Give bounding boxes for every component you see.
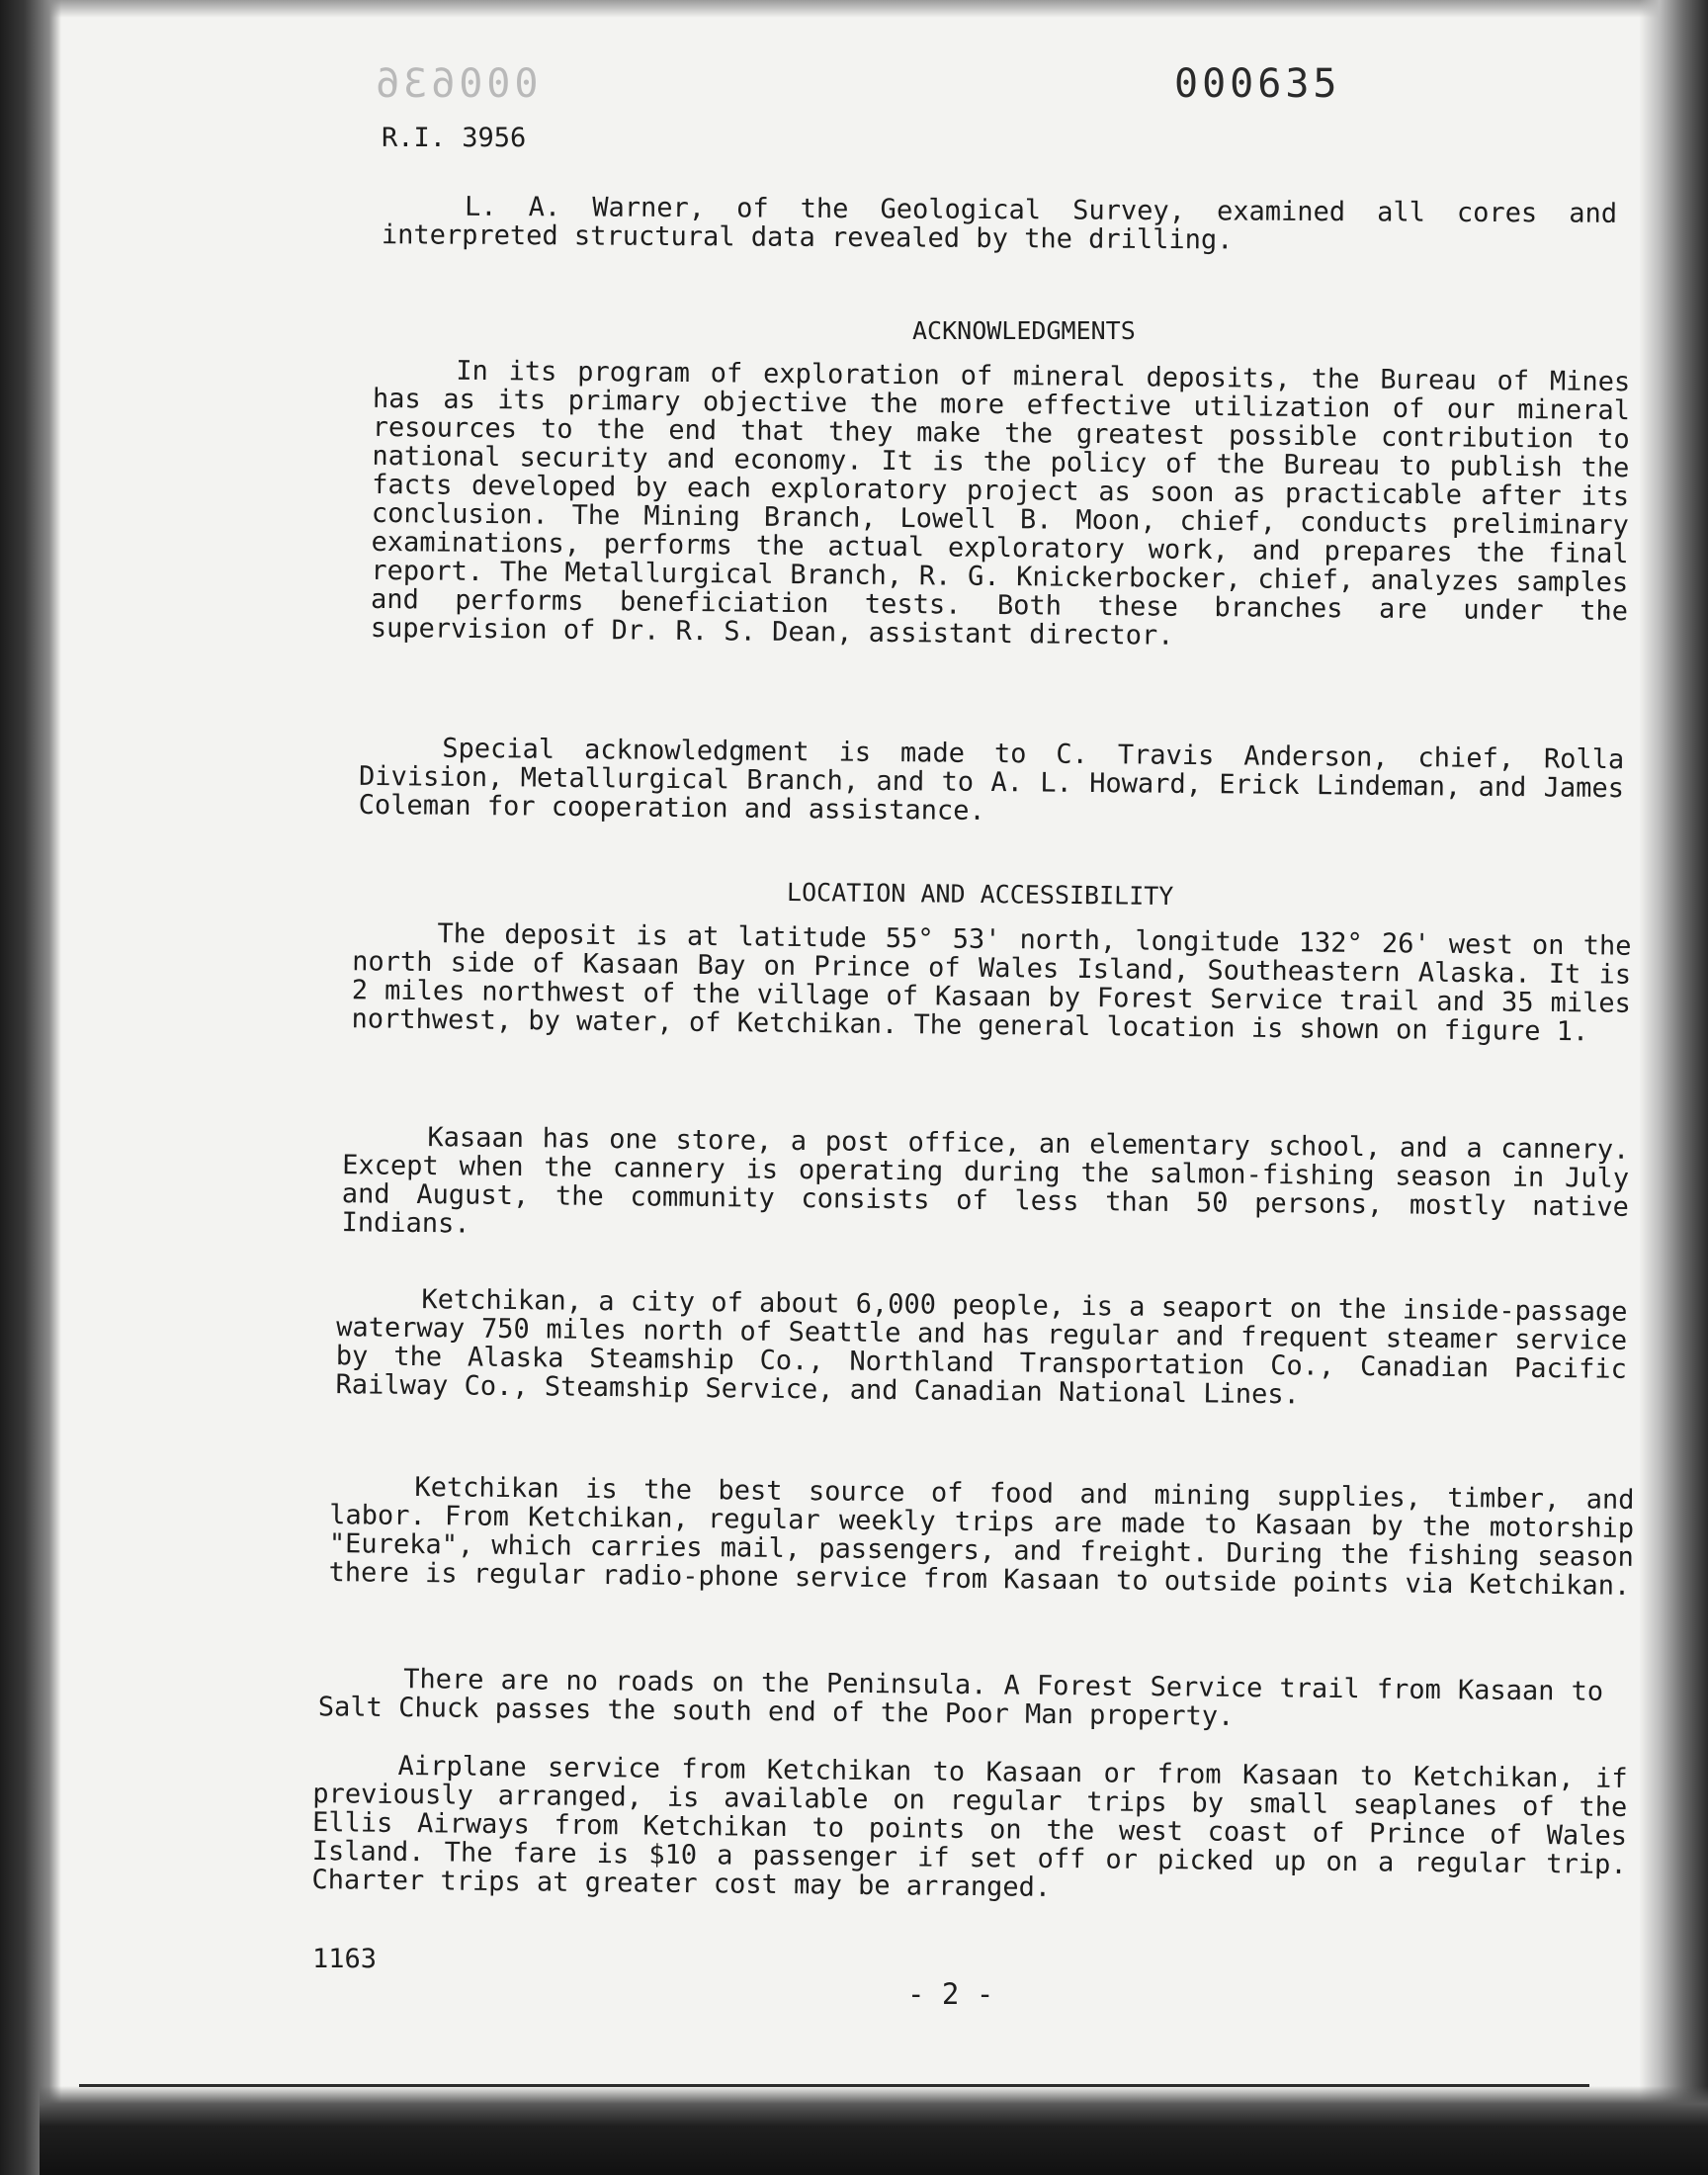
bleed-through-stamp: 000636 — [372, 61, 539, 107]
location-paragraph-4: Ketchikan is the best source of food and mining supplies, timber, and labor. From Ketchikan, regular weekly trips are made to Kasaan by the motorship "Eureka", which carries mail, passengers, and freight. During the fishing season there is regular radio-phone service from Kasaan to outside points via Ketchikan. — [328, 1471, 1635, 1602]
footer-code: 1163 — [312, 1944, 378, 1974]
location-paragraph-6: Airplane service from Ketchikan to Kasaan or from Kasaan to Ketchikan, if previously arranged, is available on regular trips by small seaplanes of the Ellis Airways from Ketchikan to points on the west coast of Prince of Wales Island. The fare is $10 a passenger if set off or picked up on a regular trip. Charter trips at greater cost may be arranged. — [311, 1750, 1628, 1903]
acknowledgments-paragraph-2: Special acknowledgment is made to C. Travis Anderson, chief, Rolla Division, Metallurgical Branch, and to A. L. Howard, Erick Lindeman, and James Coleman for cooperation and assistance. — [358, 733, 1625, 826]
scan-top-shadow — [0, 0, 1708, 18]
scan-left-edge — [0, 0, 61, 2175]
report-id: R.I. 3956 — [382, 123, 527, 153]
acknowledgments-paragraph-1: In its program of exploration of mineral deposits, the Bureau of Mines has as its primary objective the more effective utilization of our mineral resources to the end that they make the greatest possible contribution to national security and economy. It is the policy of the Bureau to publish the facts developed by each exploratory project as soon as practicable after its conclusion. The Mining Branch, Lowell B. Moon, chief, conducts preliminary examinations, performs the actual exploratory work, and prepares the final report. The Metallurgical Branch, R. G. Knickerbocker, chief, analyzes samples and performs beneficiation tests. Both these branches are under the supervision of Dr. R. S. Dean, assistant director. — [370, 355, 1631, 652]
scan-right-edge — [1639, 0, 1708, 2175]
acknowledgments-heading: ACKNOWLEDGMENTS — [912, 316, 1136, 345]
scan-bottom-edge — [40, 2086, 1708, 2175]
location-paragraph-3: Ketchikan, a city of about 6,000 people, is a seaport on the inside-passage waterway 750 miles north of Seattle and has regular and frequent steamer service by the Alaska Steamship Co., Northland Transportation Co., Canadian Pacific Railway Co., Steamship Service, and Canadian National Lines. — [335, 1284, 1628, 1411]
location-paragraph-5: There are no roads on the Peninsula. A Forest Service trail from Kasaan to Salt Chuck passes the south end of the Poor Man property. — [317, 1664, 1604, 1732]
location-paragraph-2: Kasaan has one store, a post office, an elementary school, and a cannery. Except when the cannery is operating during the salmon-fishing season in July and August, the community consists of less than 50 persons, mostly native Indians. — [341, 1122, 1630, 1240]
page-number: - 2 - — [907, 1977, 994, 2011]
intro-paragraph: L. A. Warner, of the Geological Survey, examined all cores and interpreted structural data revealed by the drilling. — [381, 191, 1618, 256]
location-paragraph-1: The deposit is at latitude 55° 53' north, longitude 132° 26' west on the north side of Kasaan Bay on Prince of Wales Island, Southeastern Alaska. It is 2 miles northwest of the village of Kasaan by Forest Service trail and 35 miles northwest, by water, of Ketchikan. The general location is shown on figure 1. — [351, 918, 1632, 1048]
location-heading: LOCATION AND ACCESSIBILITY — [786, 877, 1174, 912]
page-stamp-number: 000635 — [1174, 61, 1341, 107]
